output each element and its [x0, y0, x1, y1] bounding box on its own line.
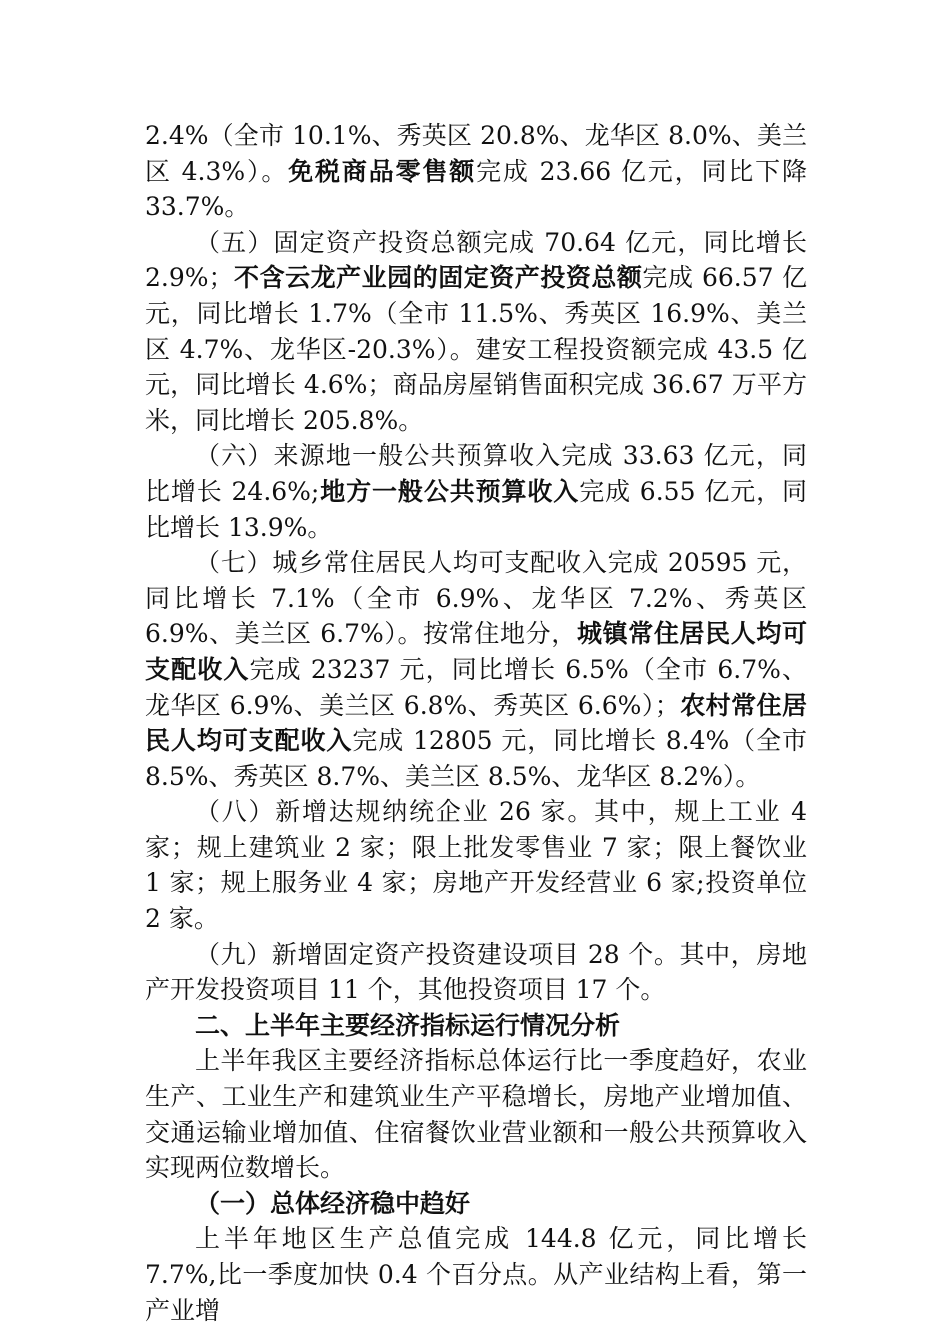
text-span: 完成 6.55 亿元，同比增长 13.9%。	[145, 476, 807, 542]
text-span: 上半年地区生产总值完成 144.8 亿元，同比增长 7.7%,比一季度加快 0.4 个百分点。从产业结构上看，第一产业增	[145, 1224, 807, 1325]
text-span: （九）新增固定资产投资建设项目 28 个。其中，房地产开发投资项目 11 个，其他投资项目 17 个。	[145, 939, 807, 1005]
paragraph-new-enterprises	[145, 794, 807, 936]
paragraph-public-budget-revenue	[145, 438, 807, 545]
subsection-heading: （一）总体经济稳中趋好	[195, 1188, 471, 1218]
text-span: 完成 23.66 亿元，同比下降 33.7%。	[145, 156, 807, 222]
bold-term-local-budget-revenue: 地方一般公共预算收入	[319, 476, 580, 506]
paragraph-disposable-income	[145, 545, 807, 794]
text-span: （六）来源地一般公共预算收入完成 33.63 亿元，同比增长 24.6%;	[145, 441, 807, 506]
bold-term-duty-free-sales: 免税商品零售额	[288, 156, 477, 186]
paragraph-analysis-summary	[145, 1043, 807, 1185]
bold-term-fixed-investment-excl-yunlong: 不含云龙产业园的固定资产投资总额	[233, 263, 643, 293]
text-span: 完成 66.57 亿元，同比增长 1.7%（全市 11.5%、秀英区 16.9%、美兰区 4.7%、龙华区-20.3%）。建安工程投资额完成 43.5 亿元，同比增长 4.6%；商品房屋销售面积完成 36.67 万平方米，同比增长 205.8%。	[145, 263, 807, 435]
text-span: （七）城乡常住居民人均可支配收入完成 20595 元，同比增长 7.1%（全市 6.9%、龙华区 7.2%、秀英区 6.9%、美兰区 6.7%）。按常住地分，	[145, 548, 807, 649]
text-span: 完成 23237 元，同比增长 6.5%（全市 6.7%、龙华区 6.9%、美兰区 6.8%、秀英区 6.6%）；	[145, 654, 807, 720]
paragraph-new-projects	[145, 937, 807, 1008]
bold-term-rural-income: 农村常住居民人均可支配收入	[145, 690, 807, 756]
paragraph-fixed-asset-investment	[145, 225, 807, 439]
section-heading: 二、上半年主要经济指标运行情况分析	[195, 1010, 621, 1040]
text-span: 完成 12805 元，同比增长 8.4%（全市 8.5%、秀英区 8.7%、美兰区 8.5%、龙华区 8.2%）。	[145, 726, 807, 791]
document-body	[145, 118, 807, 1328]
bold-term-urban-income: 城镇常住居民人均可支配收入	[145, 619, 807, 684]
paragraph-gdp	[145, 1221, 807, 1328]
text-span: （五）固定资产投资总额完成 70.64 亿元，同比增长 2.9%；	[145, 227, 807, 293]
paragraph-retail-continued	[145, 118, 807, 225]
text-span: 上半年我区主要经济指标总体运行比一季度趋好，农业生产、工业生产和建筑业生产平稳增长，房地产业增加值、交通运输业增加值、住宿餐饮业营业额和一般公共预算收入实现两位数增长。	[145, 1046, 807, 1183]
text-span: 2.4%（全市 10.1%、秀英区 20.8%、龙华区 8.0%、美兰区 4.3%）。	[145, 121, 807, 186]
text-span: （八）新增达规纳统企业 26 家。其中，规上工业 4 家；规上建筑业 2 家；限上批发零售业 7 家；限上餐饮业 1 家；规上服务业 4 家；房地产开发经营业 6 家;投资单位 2 家。	[145, 797, 807, 934]
